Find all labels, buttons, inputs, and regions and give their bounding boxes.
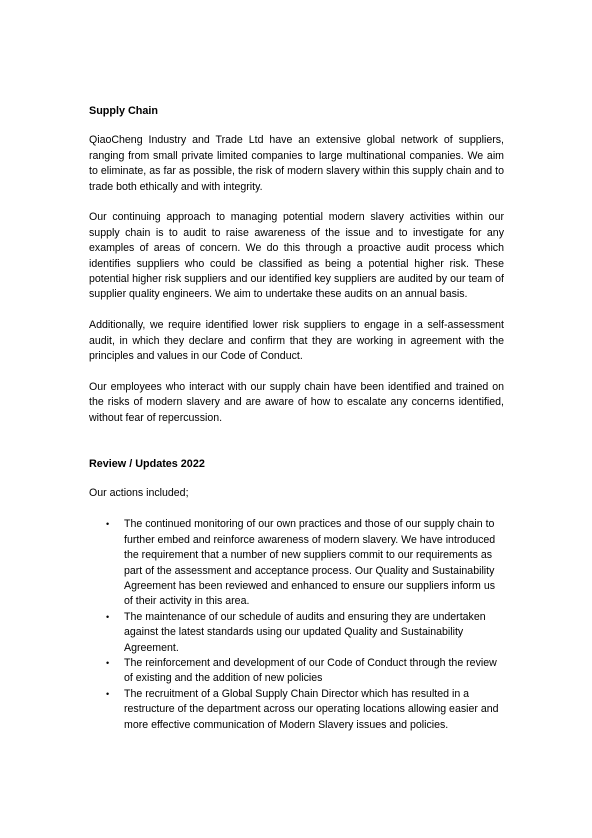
bullet-icon: • (106, 688, 110, 699)
list-item (89, 610, 504, 656)
list-item (89, 517, 504, 609)
list-item-text: The maintenance of our schedule of audits and ensuring they are undertaken against the latest standards using our updated Quality and Sustainability Agreement. (124, 610, 486, 654)
actions-list (89, 517, 504, 733)
supply-chain-heading: Supply Chain (89, 105, 158, 117)
supply-chain-paragraph-2: Our continuing approach to managing potential modern slavery activities within our supply chain is to audit to raise awareness of the issue and to investigate for any examples of areas of concern. We do this through a proactive audit process which identifies suppliers who could be classified as being a potential higher risk. These potential higher risk suppliers and our identified key suppliers are audited by our team of supplier quality engineers. We aim to undertake these audits on an annual basis. (89, 211, 504, 301)
review-intro: Our actions included; (89, 487, 189, 500)
supply-chain-paragraph-1: QiaoCheng Industry and Trade Ltd have an extensive global network of suppliers, ranging from small private limited companies to large multinational companies. We aim to eliminate, as far as possible, the risk of modern slavery within this supply chain and to trade both ethically and with integrity. (89, 134, 504, 193)
bullet-icon: • (106, 611, 110, 622)
bullet-icon: • (106, 657, 110, 668)
list-item-text: The recruitment of a Global Supply Chain Director which has resulted in a restructure of the department across our operating locations allowing easier and more effective communication of Modern Slavery issues and policies. (124, 687, 499, 731)
review-heading: Review / Updates 2022 (89, 458, 205, 471)
supply-chain-paragraph-4: Our employees who interact with our supply chain have been identified and trained on the risks of modern slavery and are aware of how to escalate any concerns identified, without fear of repercussion. (89, 380, 504, 424)
list-item (89, 687, 504, 733)
supply-chain-paragraph-3: Additionally, we require identified lower risk suppliers to engage in a self-assessment audit, in which they declare and confirm that they are working in agreement with the principles and values in our Code of Conduct. (89, 319, 504, 363)
list-item (89, 656, 504, 687)
list-item-text: The continued monitoring of our own practices and those of our supply chain to further embed and reinforce awareness of modern slavery. We have introduced the requirement that a number of new suppliers commit to our requirements as part of the assessment and acceptance process. Our Quality and Sustainability Agreement has been reviewed and enhanced to ensure our suppliers inform us of their activity in this area. (124, 518, 496, 608)
bullet-icon: • (106, 519, 110, 530)
document-body (89, 104, 504, 733)
list-item-text: The reinforcement and development of our Code of Conduct through the review of existing and the addition of new policies (124, 656, 497, 685)
